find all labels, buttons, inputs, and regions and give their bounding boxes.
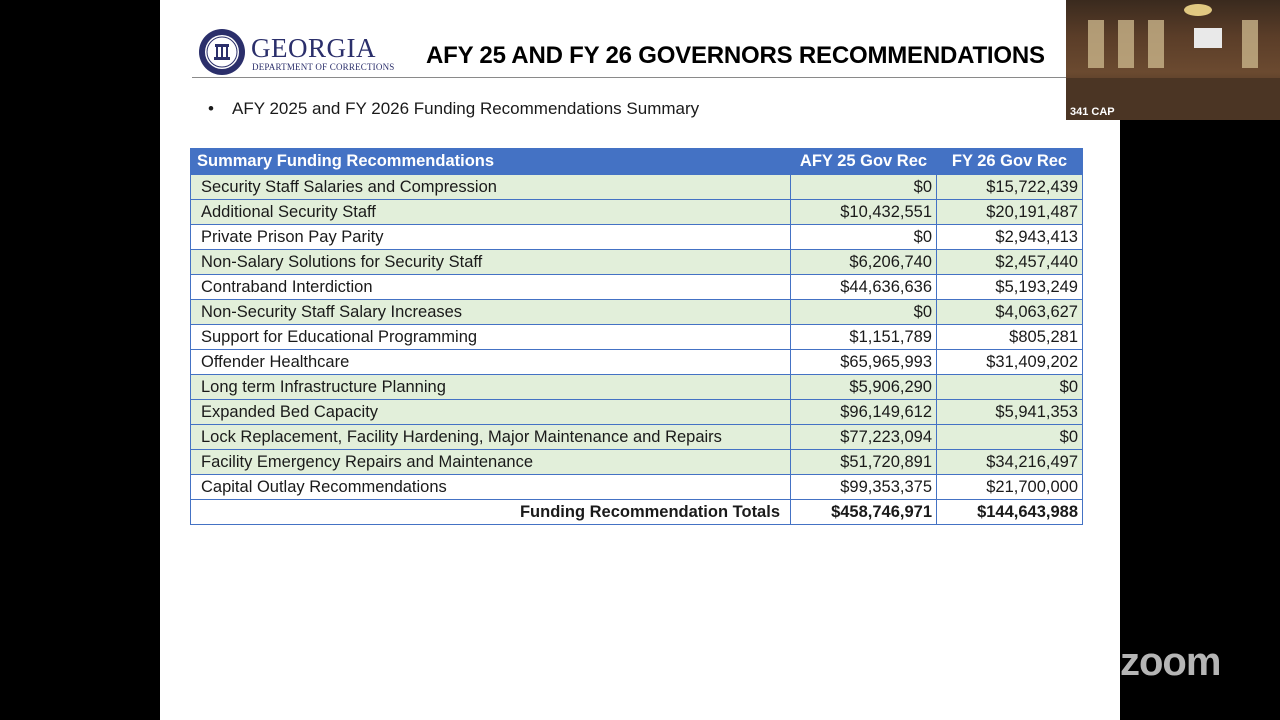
afy25-total: $458,746,971 <box>791 500 937 525</box>
totals-label: Funding Recommendation Totals <box>191 500 791 525</box>
column-header: Summary Funding Recommendations <box>191 149 791 175</box>
presentation-slide <box>160 0 1120 720</box>
row-label: Security Staff Salaries and Compression <box>191 175 791 200</box>
row-label: Non-Security Staff Salary Increases <box>191 300 791 325</box>
zoom-watermark: zoom <box>1120 640 1221 684</box>
fy26-value: $5,941,353 <box>937 400 1083 425</box>
window-image <box>1242 20 1258 68</box>
table-row <box>191 375 1083 400</box>
row-label: Long term Infrastructure Planning <box>191 375 791 400</box>
org-subtitle: DEPARTMENT OF CORRECTIONS <box>252 62 395 72</box>
fy26-value: $20,191,487 <box>937 200 1083 225</box>
bullet-text: AFY 2025 and FY 2026 Funding Recommendations Summary <box>232 99 700 118</box>
row-label: Support for Educational Programming <box>191 325 791 350</box>
fy26-value: $31,409,202 <box>937 350 1083 375</box>
window-image <box>1148 20 1164 68</box>
header-divider <box>192 77 1072 78</box>
row-label: Offender Healthcare <box>191 350 791 375</box>
fy26-value: $0 <box>937 375 1083 400</box>
table-header-row <box>191 149 1083 175</box>
bullet-item <box>208 99 699 119</box>
slide-title: AFY 25 AND FY 26 GOVERNORS RECOMMENDATIONS <box>426 42 1045 69</box>
window-image <box>1118 20 1134 68</box>
fy26-total: $144,643,988 <box>937 500 1083 525</box>
fy26-value: $34,216,497 <box>937 450 1083 475</box>
table-row <box>191 250 1083 275</box>
fy26-value: $21,700,000 <box>937 475 1083 500</box>
table-row <box>191 275 1083 300</box>
window-image <box>1088 20 1104 68</box>
fy26-value: $15,722,439 <box>937 175 1083 200</box>
fy26-value: $4,063,627 <box>937 300 1083 325</box>
chandelier-image <box>1184 4 1212 16</box>
fy26-value: $2,943,413 <box>937 225 1083 250</box>
afy25-value: $77,223,094 <box>791 425 937 450</box>
funding-table <box>190 148 1083 525</box>
afy25-value: $10,432,551 <box>791 200 937 225</box>
bullet-icon: • <box>208 99 214 118</box>
afy25-value: $1,151,789 <box>791 325 937 350</box>
video-label: 341 CAP <box>1070 106 1115 118</box>
table-row <box>191 400 1083 425</box>
afy25-value: $51,720,891 <box>791 450 937 475</box>
table-row <box>191 225 1083 250</box>
fy26-value: $805,281 <box>937 325 1083 350</box>
row-label: Facility Emergency Repairs and Maintenance <box>191 450 791 475</box>
column-header: FY 26 Gov Rec <box>937 149 1083 175</box>
afy25-value: $44,636,636 <box>791 275 937 300</box>
table-row <box>191 475 1083 500</box>
afy25-value: $0 <box>791 300 937 325</box>
participant-video-thumbnail[interactable] <box>1066 0 1280 120</box>
row-label: Contraband Interdiction <box>191 275 791 300</box>
table-row <box>191 325 1083 350</box>
table-row <box>191 200 1083 225</box>
fy26-value: $0 <box>937 425 1083 450</box>
table-row <box>191 350 1083 375</box>
table-row <box>191 300 1083 325</box>
afy25-value: $5,906,290 <box>791 375 937 400</box>
row-label: Private Prison Pay Parity <box>191 225 791 250</box>
projector-screen-image <box>1194 28 1222 48</box>
afy25-value: $65,965,993 <box>791 350 937 375</box>
table-row <box>191 450 1083 475</box>
afy25-value: $99,353,375 <box>791 475 937 500</box>
georgia-corrections-seal-icon <box>198 28 246 76</box>
afy25-value: $0 <box>791 225 937 250</box>
fy26-value: $2,457,440 <box>937 250 1083 275</box>
org-name: GEORGIA <box>251 33 376 63</box>
table-row <box>191 175 1083 200</box>
afy25-value: $6,206,740 <box>791 250 937 275</box>
row-label: Expanded Bed Capacity <box>191 400 791 425</box>
row-label: Capital Outlay Recommendations <box>191 475 791 500</box>
totals-row <box>191 500 1083 525</box>
afy25-value: $96,149,612 <box>791 400 937 425</box>
column-header: AFY 25 Gov Rec <box>791 149 937 175</box>
afy25-value: $0 <box>791 175 937 200</box>
table-row <box>191 425 1083 450</box>
fy26-value: $5,193,249 <box>937 275 1083 300</box>
row-label: Lock Replacement, Facility Hardening, Major Maintenance and Repairs <box>191 425 791 450</box>
row-label: Additional Security Staff <box>191 200 791 225</box>
row-label: Non-Salary Solutions for Security Staff <box>191 250 791 275</box>
